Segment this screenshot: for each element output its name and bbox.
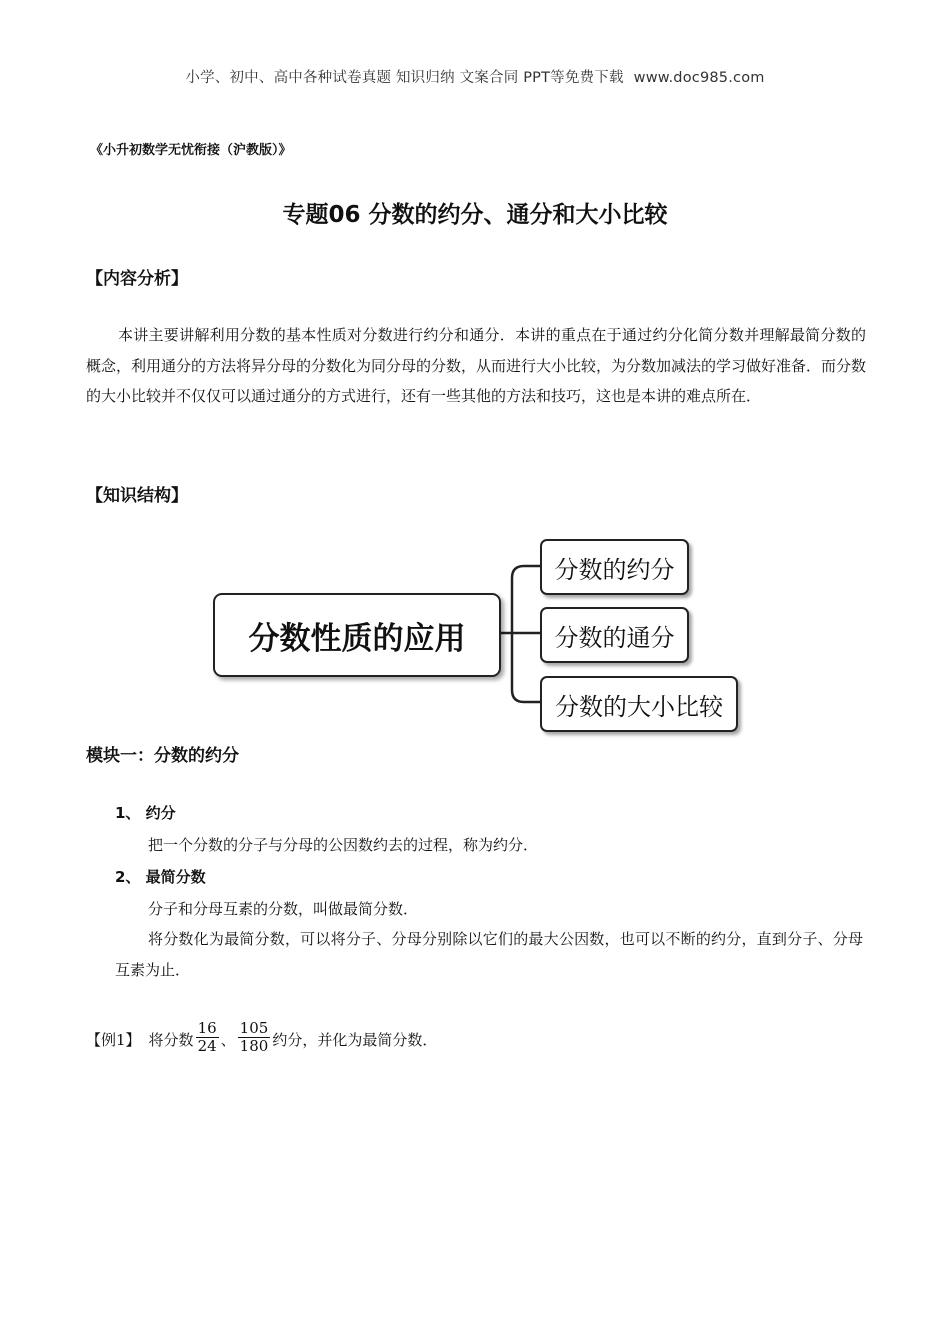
example1-prefix: 将分数	[148, 1031, 194, 1049]
module1-heading: 模块一：分数的约分	[86, 746, 239, 766]
header-text: 小学、初中、高中各种试卷真题 知识归纳 文案合同 PPT等免费下载	[185, 70, 624, 86]
fraction-2-denominator: 180	[239, 1037, 269, 1055]
example1-suffix: 约分，并化为最简分数．	[272, 1031, 438, 1049]
mind-map-node-reduce: 分数的约分	[540, 539, 689, 595]
item2-text1: 分子和分母互素的分数，叫做最简分数．	[148, 900, 419, 918]
fraction-1-denominator: 24	[197, 1037, 217, 1055]
page-title: 专题06 分数的约分、通分和大小比较	[282, 202, 668, 228]
item1-label: 1、 约分	[115, 804, 176, 822]
example1-label: 【例1】	[86, 1031, 141, 1049]
example1-separator: 、	[220, 1031, 236, 1049]
fraction-2-numerator: 105	[239, 1019, 269, 1037]
example1-fraction-2	[238, 1020, 271, 1055]
mind-map-root: 分数性质的应用	[213, 593, 501, 677]
content-analysis-heading: 【内容分析】	[86, 269, 188, 289]
knowledge-structure-heading: 【知识结构】	[86, 486, 188, 506]
series-title: 《小升初数学无忧衔接（沪教版）》	[90, 143, 292, 158]
header-site: www.doc985.com	[633, 70, 765, 86]
mind-map-node-compare: 分数的大小比较	[540, 676, 738, 732]
example1	[86, 1019, 438, 1057]
example1-fraction-1	[196, 1020, 219, 1055]
item2-label: 2、 最简分数	[115, 868, 206, 886]
item2-text2: 将分数化为最简分数，可以将分子、分母分别除以它们的最大公因数，也可以不断的约分，直到分子、分母互素为止．	[115, 930, 863, 979]
item1-text: 把一个分数的分子与分母的公因数约去的过程，称为约分．	[148, 836, 539, 854]
mind-map-node-common-denominator: 分数的通分	[540, 607, 689, 663]
fraction-1-numerator: 16	[197, 1019, 217, 1037]
content-analysis-text: 本讲主要讲解利用分数的基本性质对分数进行约分和通分．本讲的重点在于通过约分化简分数并理解最简分数的概念，利用通分的方法将异分母的分数化为同分母的分数，从而进行大小比较，为分数加减法的学习做好准备．而分数的大小比较并不仅仅可以通过通分的方式进行，还有一些其他的方法和技巧，这也是本讲的难点所在．	[86, 326, 867, 405]
